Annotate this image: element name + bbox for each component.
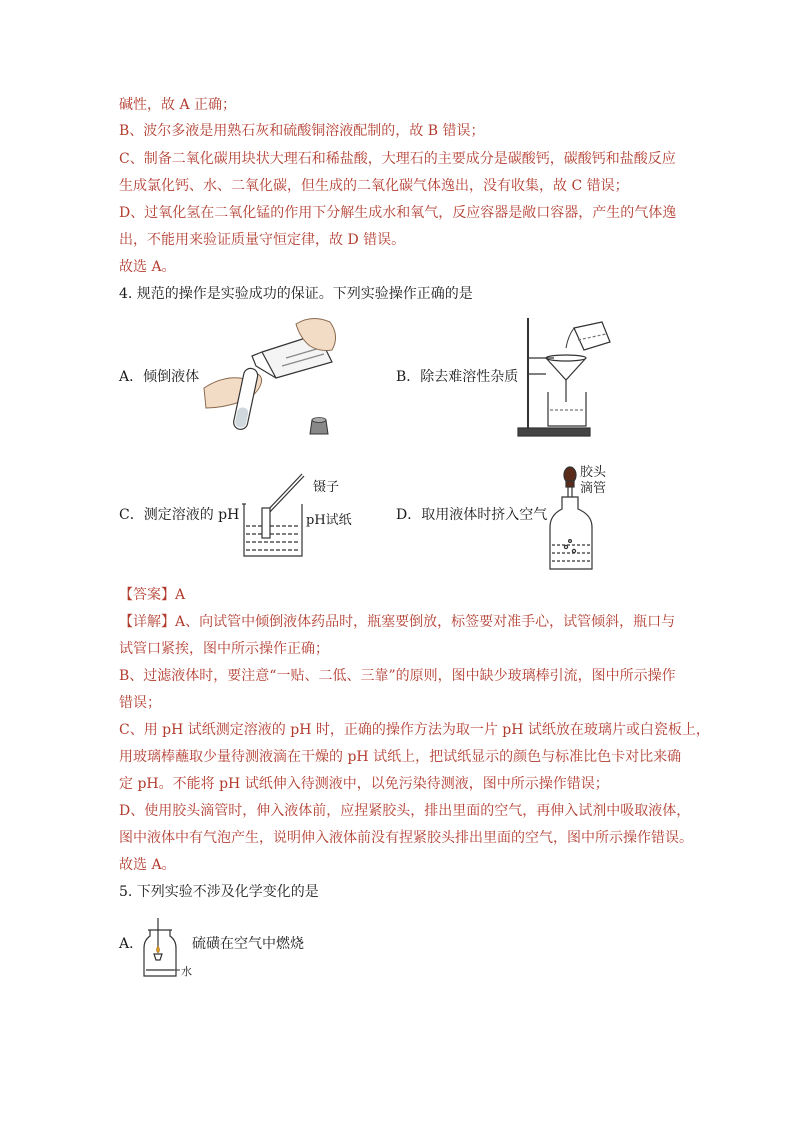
analysis-line: 试管口紧挨，图中所示操作正确； [119, 641, 329, 657]
analysis-line: 图中液体中有气泡产生，说明伸入液体前没有捏紧胶头排出里面的空气，图中所示操作错误。 [119, 830, 693, 846]
ph-paper-label: pH试纸 [306, 513, 352, 528]
question-5-stem: 5. 下列实验不涉及化学变化的是 [119, 884, 319, 900]
analysis-line: 定 pH。不能将 pH 试纸伸入待测液中，以免污染待测液，图中所示操作错误； [119, 776, 609, 792]
filtration-figure [516, 314, 618, 440]
analysis-line: 故选 A。 [119, 857, 176, 873]
analysis-line: 错误； [119, 695, 161, 711]
analysis-line: C、用 pH 试纸测定溶液的 pH 时，正确的操作方法为取一片 pH 试纸放在玻璃片或白瓷板上， [119, 722, 710, 738]
option-b-label: B．除去难溶性杂质 [396, 369, 519, 385]
explanation-line: C、制备二氧化碳用块状大理石和稀盐酸，大理石的主要成分是碳酸钙，碳酸钙和盐酸反应 [119, 151, 676, 167]
question-4-stem: 4. 规范的操作是实验成功的保证。下列实验操作正确的是 [119, 286, 473, 302]
q5-option-a-text: 硫磺在空气中燃烧 [192, 936, 304, 952]
option-d-label: D．取用液体时挤入空气 [396, 507, 548, 523]
tweezers-label: 镊子 [313, 480, 340, 495]
analysis-line: 【详解】A、向试管中倾倒液体药品时，瓶塞要倒放，标签要对准手心，试管倾斜，瓶口与 [119, 614, 676, 630]
sulfur-burning-figure [142, 916, 180, 978]
explanation-line: D、过氧化氢在二氧化锰的作用下分解生成水和氧气，反应容器是敞口容器，产生的气体逸 [119, 205, 677, 221]
explanation-line: 碱性，故 A 正确； [119, 97, 237, 113]
analysis-line: B、过滤液体时，要注意“一贴、二低、三靠”的原则，图中缺少玻璃棒引流，图中所示操作 [119, 668, 676, 684]
analysis-line: 用玻璃棒蘸取少量待测液滴在干燥的 pH 试纸上，把试纸显示的颜色与标准比色卡对比来确 [119, 749, 682, 765]
option-c-label: C．测定溶液的 pH [119, 507, 240, 523]
dropper-label-line1: 胶头 [580, 465, 607, 480]
explanation-line: 出，不能用来验证质量守恒定律，故 D 错误。 [119, 232, 406, 248]
explanation-line: 生成氯化钙、水、二氧化碳，但生成的二氧化碳气体逸出，没有收集，故 C 错误； [119, 178, 629, 194]
ph-test-figure [238, 470, 308, 562]
q5-option-a-letter: A． [119, 936, 144, 952]
analysis-line: D、使用胶头滴管时，伸入液体前，应捏紧胶头，排出里面的空气，再伸入试剂中吸取液体， [119, 803, 691, 819]
explanation-line: 故选 A。 [119, 259, 176, 275]
explanation-line: B、波尔多液是用熟石灰和硫酸铜溶液配制的，故 B 错误； [119, 123, 485, 139]
dropper-label-line2: 滴管 [580, 481, 607, 496]
answer: 【答案】A [119, 587, 186, 603]
pouring-liquid-figure [200, 312, 350, 442]
option-a-label: A．倾倒液体 [119, 369, 200, 385]
water-label: 水 [181, 965, 192, 978]
